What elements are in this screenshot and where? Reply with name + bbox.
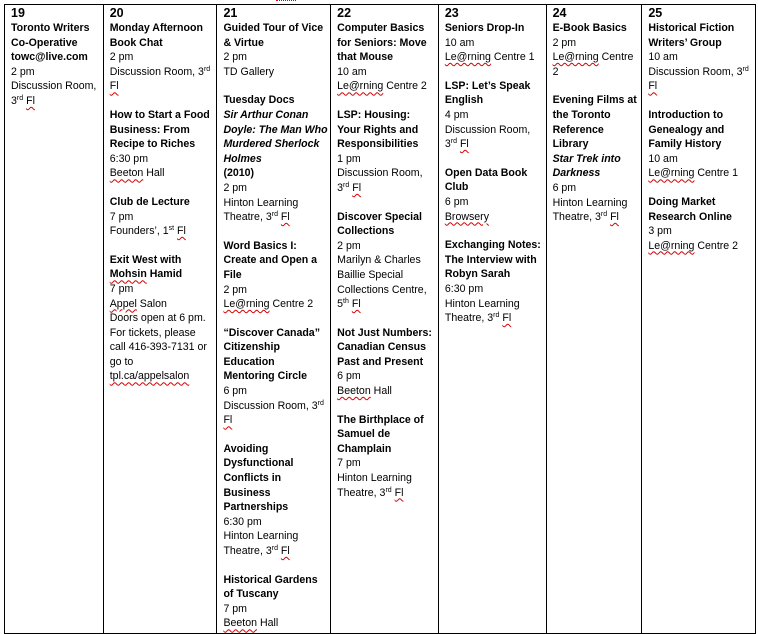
- event-time: 3 pm: [648, 225, 672, 238]
- day-column-19: [5, 5, 104, 633]
- event-title: Historical Gardens of Tuscany: [223, 573, 318, 601]
- event-location: Hinton Learning Theatre, 3rd Fl: [223, 530, 299, 557]
- event-title: Doing Market Research Online: [648, 195, 732, 223]
- day-column-20: [104, 5, 218, 633]
- event-title: Club de Lecture: [109, 195, 190, 208]
- event-time: 2 pm: [109, 51, 134, 64]
- event: [223, 326, 328, 428]
- event-location: Beeton Hall: [223, 617, 279, 630]
- day-column-24: [547, 5, 643, 633]
- event: [648, 21, 753, 94]
- event-location: Le@rning Centre 1: [444, 51, 535, 64]
- event: [445, 79, 544, 152]
- event-location: Discussion Room, 3rd Fl: [11, 80, 97, 107]
- event-title: Avoiding Dysfunctional Conflicts in Business Partnerships: [223, 442, 294, 514]
- event: [223, 573, 328, 631]
- event-time: 6 pm: [223, 385, 247, 398]
- event: [445, 166, 544, 224]
- day-number: 19: [11, 6, 25, 20]
- event-time: 10 am: [337, 65, 367, 78]
- event-time: 2 pm: [223, 181, 247, 194]
- event-time: 7 pm: [109, 210, 134, 223]
- event-time: 10 am: [648, 51, 678, 64]
- event: [110, 253, 215, 384]
- event-film-title: Sir Arthur Conan Doyle: The Man Who Murdered Sherlock Holmes: [223, 108, 328, 165]
- event: [223, 442, 328, 559]
- day-column-21: [217, 5, 331, 633]
- day-column-25: [642, 5, 755, 633]
- event: [337, 326, 436, 399]
- event: [223, 21, 328, 79]
- event-title: How to Start a Food Business: From Recipe to Riches: [109, 108, 210, 151]
- event-time: 1 pm: [337, 152, 361, 165]
- event: [223, 239, 328, 312]
- event-time: 2 pm: [223, 283, 247, 296]
- event-title: Guided Tour of Vice & Virtue: [223, 22, 324, 49]
- event-film-title: Star Trek into Darkness: [552, 152, 621, 180]
- event-time: 6 pm: [444, 195, 469, 208]
- event-time: 4 pm: [444, 108, 469, 121]
- event-location: Marilyn & Charles Baillie Special Collections Centre, 5th Fl: [337, 254, 427, 311]
- event-location: Founders’, 1st Fl: [109, 225, 186, 238]
- event-title: E-Book Basics: [552, 22, 627, 34]
- event: [223, 93, 328, 224]
- event-title: Toronto Writers Co-Operative towc@live.com: [11, 22, 90, 64]
- event-location: TD Gallery: [223, 65, 275, 78]
- event-title: Open Data Book Club: [444, 166, 528, 194]
- event-time: 7 pm: [223, 602, 247, 615]
- event: [110, 108, 215, 181]
- event-location: Discussion Room, 3rd Fl: [223, 399, 324, 427]
- event-time: 6:30 pm: [223, 515, 262, 528]
- event: [648, 108, 753, 181]
- event-title: Monday Afternoon Book Chat: [109, 22, 203, 49]
- event: [110, 21, 215, 94]
- event-time: 10 am: [444, 36, 475, 49]
- event: [110, 195, 215, 239]
- event-title: The Birthplace of Samuel de Champlain: [337, 413, 424, 455]
- event-time: 7 pm: [337, 457, 361, 470]
- event-time: 7 pm: [109, 282, 134, 295]
- event-title: Exit West with Mohsin Hamid: [109, 253, 183, 281]
- event-time: 6:30 pm: [109, 152, 149, 165]
- event-location: Le@rning Centre 2: [552, 51, 634, 78]
- event-location: Le@rning Centre 2: [337, 80, 427, 93]
- day-column-23: [439, 5, 547, 633]
- event-time: 6 pm: [337, 370, 361, 383]
- event-time: 2 pm: [11, 65, 35, 78]
- event-title: Discover Special Collections: [337, 210, 422, 238]
- event: [337, 413, 436, 501]
- event: [337, 210, 436, 312]
- day-number: 23: [444, 6, 459, 20]
- event-location: Hinton Learning Theatre, 3rd Fl: [444, 297, 520, 325]
- event-location: Discussion Room, 3rd Fl: [337, 167, 423, 194]
- event: [445, 21, 544, 65]
- event-location: Beeton Hall: [109, 167, 165, 180]
- event-location: Discussion Room, 3rd Fl: [109, 65, 211, 93]
- event: [445, 238, 544, 326]
- day-number: 24: [552, 6, 567, 20]
- day-number: 21: [223, 6, 238, 20]
- event-title: Word Basics I: Create and Open a File: [223, 239, 318, 281]
- event-title: Tuesday Docs: [223, 94, 295, 107]
- event: [648, 195, 753, 253]
- event-title: Introduction to Genealogy and Family History: [648, 108, 725, 151]
- event: [337, 21, 436, 94]
- event-location: Hinton Learning Theatre, 3rd Fl: [223, 196, 299, 224]
- event-title: LSP: Housing: Your Rights and Responsibilities: [337, 108, 419, 151]
- event-location: Discussion Room, 3rd Fl: [444, 123, 531, 151]
- event-time: 2 pm: [223, 51, 247, 64]
- event-title: Exchanging Notes: The Interview with Robyn Sarah: [444, 239, 541, 281]
- spellcheck-mark: [276, 0, 296, 3]
- event-title: Historical Fiction Writers’ Group: [648, 22, 735, 49]
- event-location: Le@rning Centre 1: [648, 167, 739, 180]
- event: [553, 21, 640, 79]
- event: [553, 93, 640, 224]
- event-location: Discussion Room, 3rd Fl: [648, 65, 749, 93]
- event-location: Hinton Learning Theatre, 3rd Fl: [552, 196, 628, 224]
- event-note: Doors open at 6 pm. For tickets, please call 416-393-7131 or go to tpl.ca/appelsalon: [109, 312, 207, 383]
- event-location: Browsery: [444, 210, 490, 223]
- event: [337, 108, 436, 196]
- day-number: 20: [109, 6, 124, 20]
- event-time: 2 pm: [552, 36, 577, 49]
- event-location: Hinton Learning Theatre, 3rd Fl: [337, 472, 412, 499]
- event-time: 6 pm: [552, 181, 577, 194]
- event-title: “Discover Canada” Citizenship Education Mentoring Circle: [223, 326, 320, 383]
- event-location: Le@rning Centre 2: [648, 239, 739, 252]
- event-location: Beeton Hall: [337, 385, 392, 398]
- calendar-week: [4, 4, 756, 634]
- event-film-year: (2010): [223, 167, 255, 180]
- day-number: 25: [648, 6, 663, 20]
- day-column-22: [331, 5, 439, 633]
- event-title: Not Just Numbers: Canadian Census Past and Present: [337, 326, 432, 368]
- event-title: Seniors Drop-In: [444, 22, 525, 34]
- event-location: Le@rning Centre 2: [223, 298, 314, 311]
- event-location: Appel Salon: [109, 297, 167, 310]
- event-time: 2 pm: [337, 239, 361, 252]
- event-title: LSP: Let’s Speak English: [444, 79, 531, 107]
- event-time: 10 am: [648, 152, 678, 165]
- event-time: 6:30 pm: [444, 282, 484, 295]
- event-title: Evening Films at the Toronto Reference Library: [552, 94, 637, 151]
- event-title: Computer Basics for Seniors: Move that Mouse: [337, 22, 427, 64]
- day-number: 22: [337, 6, 352, 20]
- event: [11, 21, 101, 109]
